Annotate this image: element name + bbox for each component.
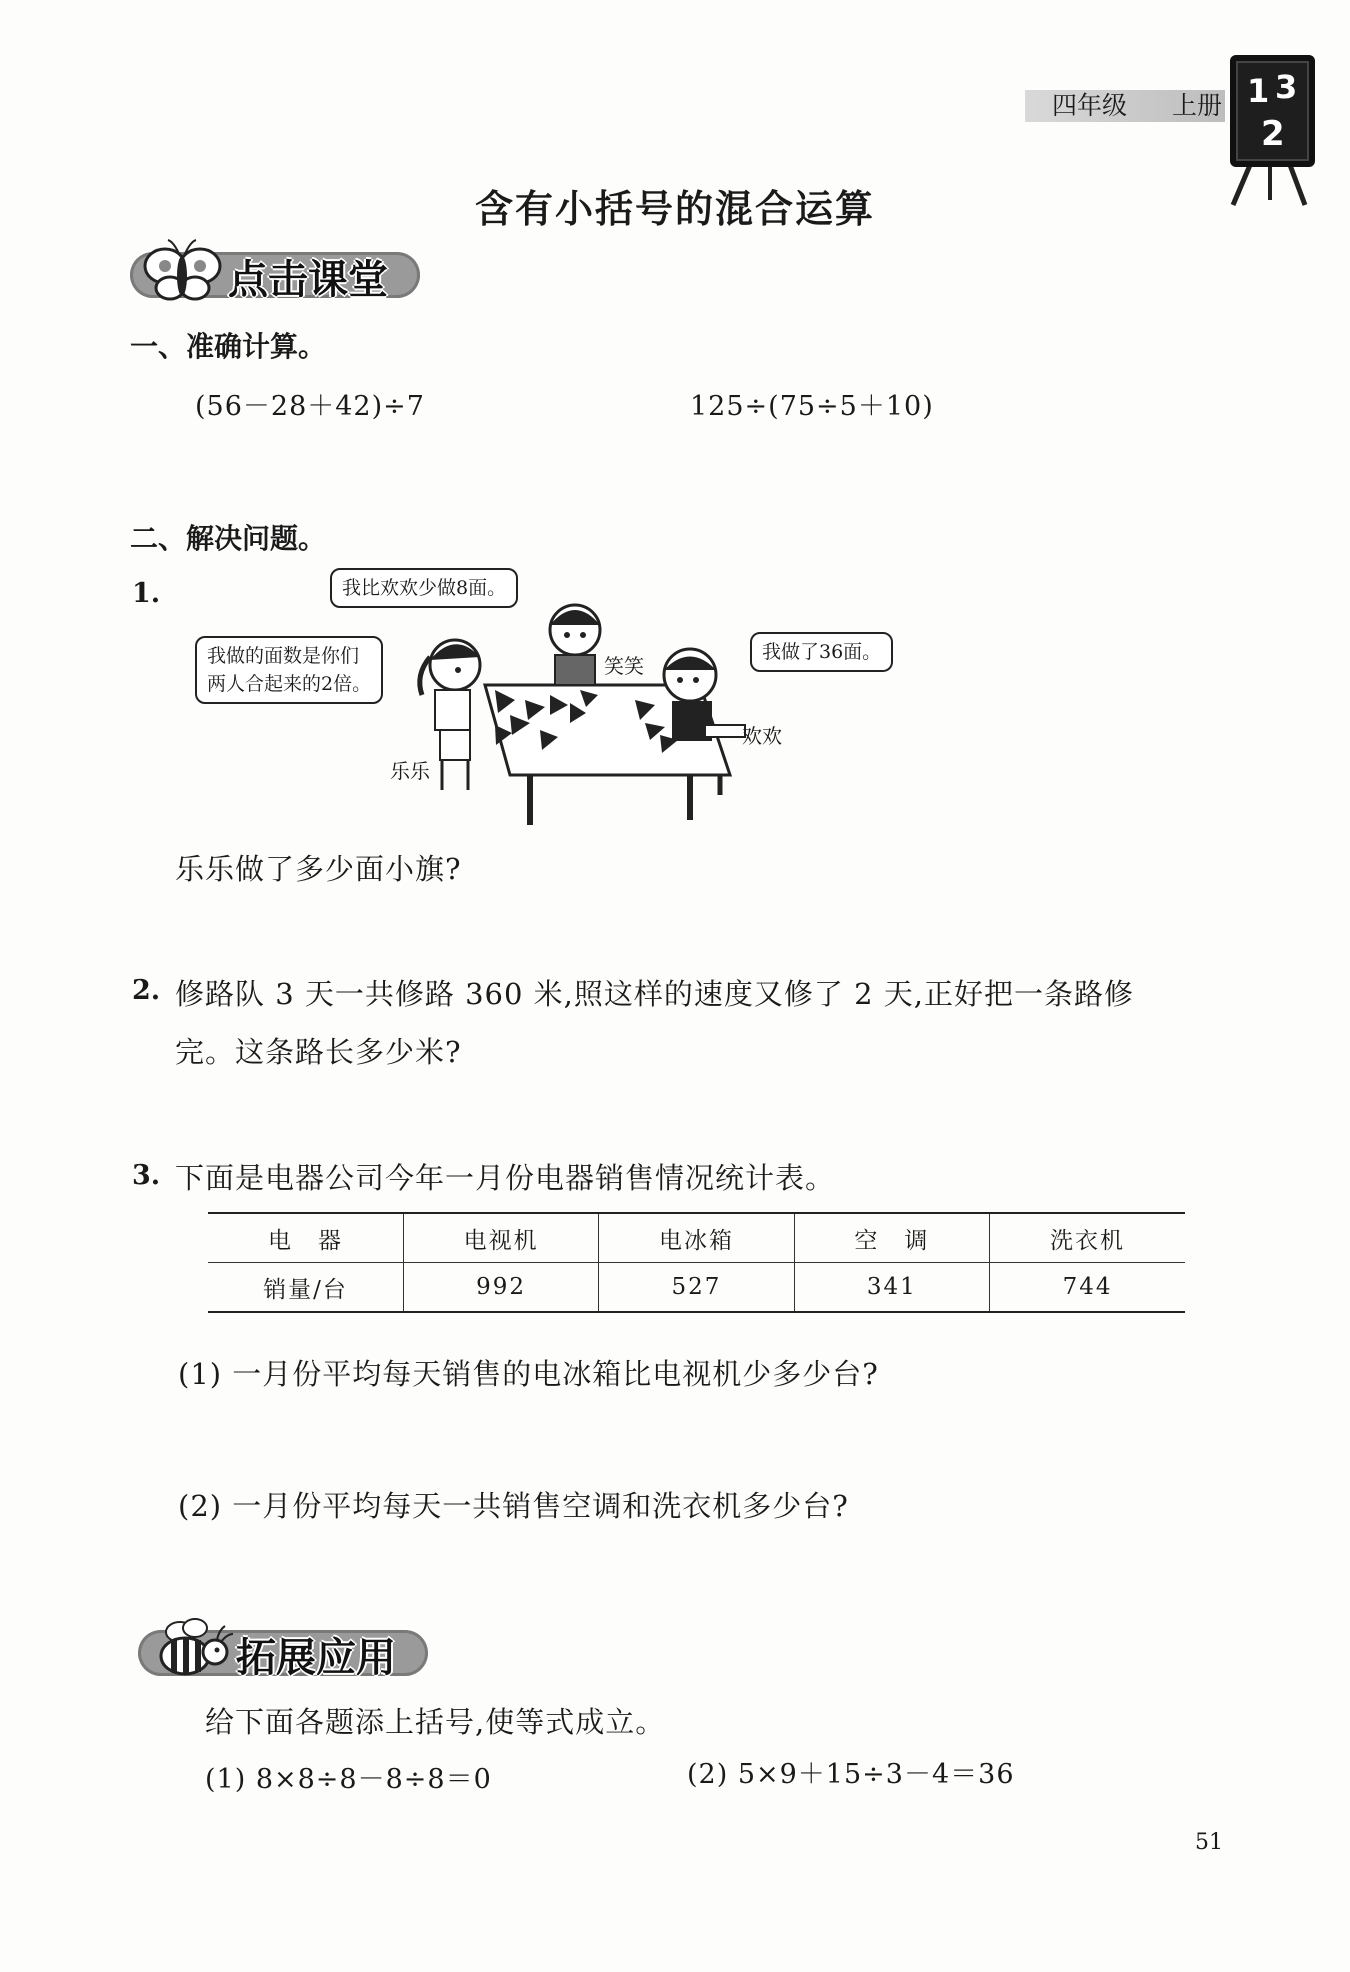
board-digit-2: 2 bbox=[1261, 114, 1285, 154]
question-number-1: 1. bbox=[132, 578, 161, 609]
table-cell: 341 bbox=[794, 1263, 989, 1312]
extension-instruction: 给下面各题添上括号,使等式成立。 bbox=[205, 1705, 666, 1739]
extension-equation-2: (2) 5×9＋15÷3－4＝36 bbox=[687, 1759, 1015, 1790]
name-label-huanhuan: 欢欢 bbox=[742, 724, 782, 748]
q2-line-2: 完。这条路长多少米? bbox=[175, 1035, 462, 1069]
part2-heading: 二、解决问题。 bbox=[130, 522, 327, 555]
section-banner-1-label: 点击课堂 bbox=[228, 257, 388, 303]
table-header-cell: 电冰箱 bbox=[599, 1214, 794, 1263]
butterfly-icon bbox=[140, 236, 230, 306]
speech-bubble-xiaoxiao: 我比欢欢少做8面。 bbox=[330, 568, 518, 608]
table-cell: 销量/台 bbox=[263, 1276, 348, 1303]
q3-sub-question-1: (1) 一月份平均每天销售的电冰箱比电视机少多少台? bbox=[178, 1357, 879, 1391]
extension-equation-1: (1) 8×8÷8－8÷8＝0 bbox=[205, 1764, 492, 1795]
question-number-2: 2. bbox=[132, 975, 161, 1006]
sales-table-data-row bbox=[208, 1263, 1185, 1312]
board-digit-3: 3 bbox=[1275, 68, 1298, 106]
speech-bubble-huanhuan: 我做了36面。 bbox=[750, 632, 893, 672]
sales-table-header-row bbox=[208, 1214, 1185, 1263]
table-header-cell: 电 器 bbox=[208, 1214, 403, 1263]
name-label-xiaoxiao: 笑笑 bbox=[604, 654, 644, 678]
table-cell: 992 bbox=[403, 1263, 598, 1312]
sales-table-wrapper bbox=[208, 1212, 1185, 1313]
page-title: 含有小括号的混合运算 bbox=[474, 187, 875, 231]
speech-bubble-lele-line2: 两人合起来的2倍。 bbox=[207, 673, 372, 695]
speech-bubble-lele bbox=[195, 636, 383, 704]
table-header-cell: 空 调 bbox=[794, 1214, 989, 1263]
name-label-lele: 乐乐 bbox=[390, 759, 430, 783]
sales-table bbox=[208, 1214, 1185, 1311]
calc-expression-2: 125÷(75÷5＋10) bbox=[690, 391, 934, 422]
table-header-cell: 电视机 bbox=[403, 1214, 598, 1263]
volume-label: 上册 bbox=[1172, 91, 1223, 120]
bee-icon bbox=[145, 1612, 235, 1682]
grade-label: 四年级 bbox=[1052, 91, 1128, 120]
table-header-cell: 洗衣机 bbox=[990, 1214, 1185, 1263]
q3-intro: 下面是电器公司今年一月份电器销售情况统计表。 bbox=[175, 1161, 836, 1195]
board-digit-1: 1 bbox=[1247, 72, 1270, 110]
question-number-3: 3. bbox=[132, 1160, 161, 1191]
section-banner-2-label: 拓展应用 bbox=[236, 1635, 396, 1681]
calc-expression-1: (56－28＋42)÷7 bbox=[195, 391, 425, 422]
part1-heading: 一、准确计算。 bbox=[130, 330, 327, 363]
page-number: 51 bbox=[1195, 1830, 1223, 1855]
q1-question: 乐乐做了多少面小旗? bbox=[175, 852, 462, 886]
kids-making-flags-illustration bbox=[400, 595, 750, 835]
table-cell: 744 bbox=[990, 1263, 1185, 1312]
speech-bubble-lele-line1: 我做的面数是你们 bbox=[207, 645, 360, 667]
table-cell: 527 bbox=[599, 1263, 794, 1312]
q2-line-1: 修路队 3 天一共修路 360 米,照这样的速度又修了 2 天,正好把一条路修 bbox=[175, 977, 1135, 1011]
q3-sub-question-2: (2) 一月份平均每天一共销售空调和洗衣机多少台? bbox=[178, 1489, 849, 1523]
